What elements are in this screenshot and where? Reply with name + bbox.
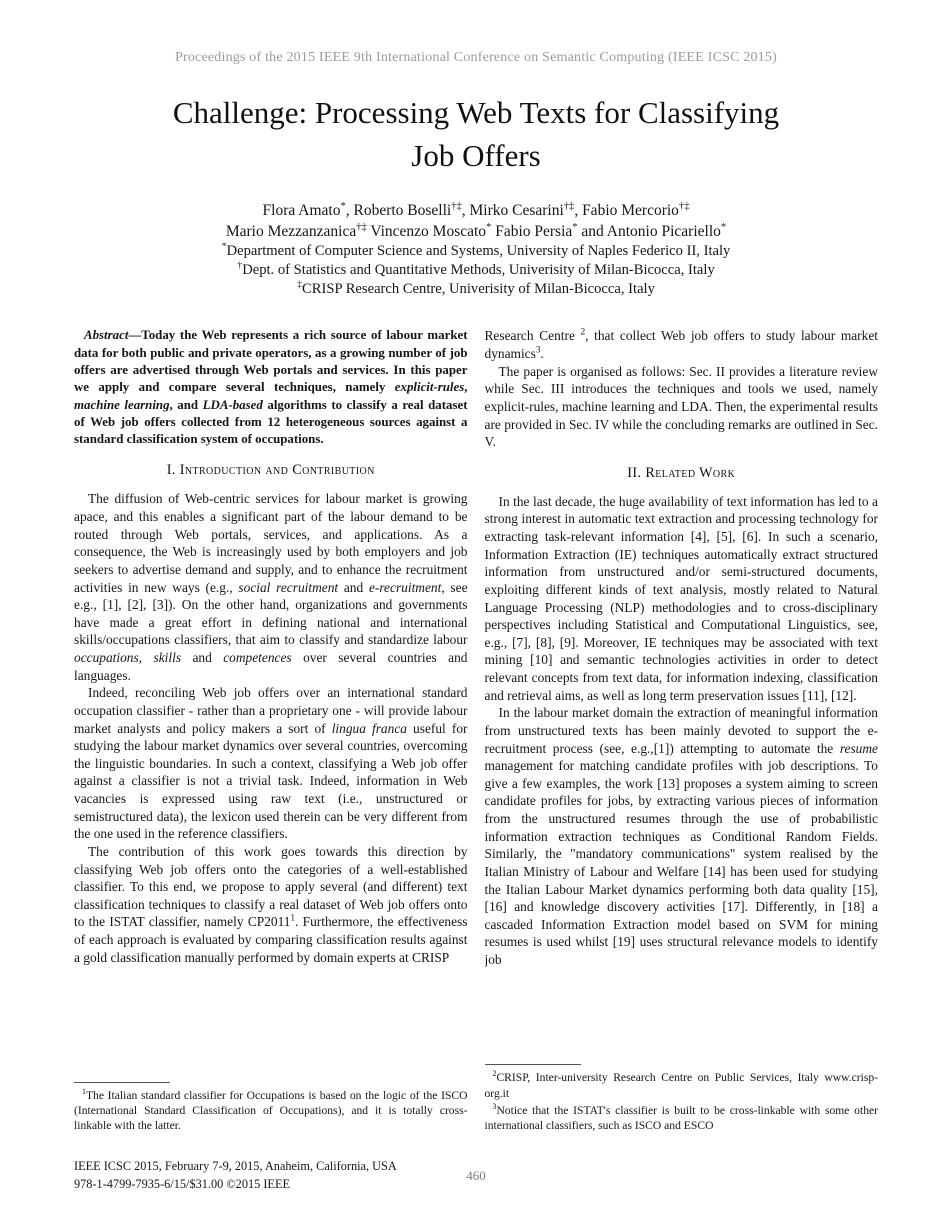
- footer-conference-line: IEEE ICSC 2015, February 7-9, 2015, Anaheim, California, USA: [74, 1159, 397, 1173]
- intro-continuation-paragraph: Research Centre $^2$, that collect Web job offers to study labour market dynamics$^3$.: [484, 327, 878, 362]
- abstract-paragraph: Abstract—Today the Web represents a rich source of labour market data for both public and private operators, as a growing number of job offers are advertised through Web portals and services. In this paper we apply and compare several techniques, namely explicit-rules, machine learning, and LDA-based algorithms to classify a real dataset of Web job offers collected from 12 heterogeneous sources against a standard classification system of occupations.: [74, 328, 468, 447]
- author-names-line-2: Mario Mezzanzanica†‡ Vincenzo Moscato* Fabio Persia* and Antonio Picariello*: [225, 221, 727, 240]
- page-number: 460: [466, 1168, 486, 1183]
- related-work-paragraph-1: In the last decade, the huge availability of text information has led to a strong interest in automatic text extraction and processing technology for extracting task-relevant information [4], [5], [6]. In such a scenario, Information Extraction (IE) techniques automatically extract structured information from unstructured and/or semi-structured documents, exploiting different kinds of text analysis, mostly related to Natural Language Processing (NLP) methodologies and to cross-disciplinary perspectives including Statistical and Computational Linguistics, see, e.g., [7], [8], [9]. Moreover, IE techniques may be associated with text mining [10] and semantic technologies activities in order to detect relevant concepts from text data, for information indexing, classification and retrieval aims, as well as long term preservation issues [11], [12].: [484, 493, 878, 703]
- footer-copyright-line: 978-1-4799-7935-6/15/$31.00 ©2015 IEEE: [74, 1177, 290, 1192]
- footnote-divider-left: [74, 1082, 170, 1083]
- paper-outline-paragraph: The paper is organised as follows: Sec. II provides a literature review while Sec. III introduces the techniques and tools we used, namely explicit-rules, machine learning and LDA. Then, the experimental results are provided in Sec. IV while the concluding remarks are outlined in Sec. V.: [484, 363, 878, 450]
- conference-header: Proceedings of the 2015 IEEE 9th International Conference on Semantic Computing (IEEE ICSC 2015): [174, 50, 777, 65]
- authors-block: [74, 200, 878, 300]
- right-column: [485, 327, 879, 1135]
- footnote-3: $^3$Notice that the ISTAT's classifier is built to be cross-linkable with some other international classifiers, such as ISCO and ESCO: [484, 1101, 878, 1133]
- right-footnotes: [485, 1056, 879, 1135]
- related-work-paragraph-2: In the labour market domain the extraction of meaningful information from unstructured texts has been mainly devoted to support the e-recruitment process (see, e.g.,[1]) attempting to automate the resume management for matching candidate profiles with job descriptions. To give a few examples, the work [13] proposes a system aiming to screen candidate profiles for jobs, by extracting various pieces of information from the unstructured resumes through the use of probabilistic information extraction techniques as Conditional Random Fields. Similarly, the "mandatory communications" system realised by the Italian Ministry of Labour and Welfare [14] has been used for studying the Italian Labour Market dynamics performing both data quality [15], [16] and knowledge discovery activities [17]. Differently, in [18] a cascaded Information Extraction model based on SVM for mining resumes is used whilst [19] uses structural relevance models to identify job: [484, 705, 878, 968]
- author-names-line-1: Flora Amato*, Roberto Boselli†‡, Mirko Cesarini†‡, Fabio Mercorio†‡: [262, 200, 690, 219]
- footnote-2: $^2$CRISP, Inter-university Research Centre on Public Services, Italy www.crisp-org.it: [484, 1069, 878, 1100]
- affiliation-3: ‡CRISP Research Centre, Univerisity of Milan-Bicocca, Italy: [297, 279, 655, 298]
- intro-paragraph-2: Indeed, reconciling Web job offers over an international standard occupation classifier - rather than a proprietary one - will provide labour market analysts and policy makers a sort of lingua franca useful for studying the labour market dynamics over several countries, overcoming the linguistic boundaries. In such a context, classifying a Web job offer against a classifier is not a trivial task. Indeed, information in Web vacancies is expressed using raw text (i.e., unstructured or semistructured data), the lexicon used therein can be very different from the one used in the reference classifiers.: [74, 685, 468, 842]
- footnote-1: $^1$The Italian standard classifier for Occupations is based on the logic of the ISCO (International Standard Classification of Occupations), and it is totally cross-linkable with the latter.: [74, 1086, 468, 1133]
- title-line-1: Challenge: Processing Web Texts for Classifying: [172, 95, 780, 130]
- paper-title: [74, 92, 878, 178]
- affiliation-1: *Department of Computer Science and Systems, University of Naples Federico II, Italy: [221, 240, 731, 259]
- footnote-divider-right: [485, 1064, 581, 1065]
- two-column-body: [74, 327, 878, 1135]
- affiliation-2: †Dept. of Statistics and Quantitative Methods, Univerisity of Milan-Bicocca, Italy: [237, 260, 715, 278]
- intro-paragraph-3: The contribution of this work goes towards this direction by classifying Web job offers onto the categories of a well-established classifier. To this end, we propose to apply several (and different) text classification techniques to classify a real dataset of Web job offers onto to the ISTAT classifier, namely CP2011$^1$. Furthermore, the effectiveness of each approach is evaluated by comparing classification results against a gold classification manually performed by domain experts at CRISP: [74, 843, 468, 965]
- section-heading-related-work: II. Related Work: [627, 464, 736, 481]
- intro-paragraph-1: The diffusion of Web-centric services for labour market is growing apace, and this enables a significant part of the labour demand to be routed through Web portals, services, and applications. As a consequence, the Web is increasingly used by both employers and job seekers to advertise demand and supply, and to enhance the recruitment activities in new ways (e.g., social recruitment and e-recruitment, see e.g., [1], [2], [3]). On the other hand, organizations and governments have made a great effort in defining national and international skills/occupations classifiers, that aim to classify and standardize labour occupations, skills and competences over several countries and languages.: [74, 491, 468, 683]
- left-footnotes: [74, 1074, 468, 1136]
- section-heading-introduction: I. Introduction and Contribution: [166, 462, 375, 479]
- left-column: [74, 327, 468, 1135]
- title-line-2: Job Offers: [411, 137, 541, 173]
